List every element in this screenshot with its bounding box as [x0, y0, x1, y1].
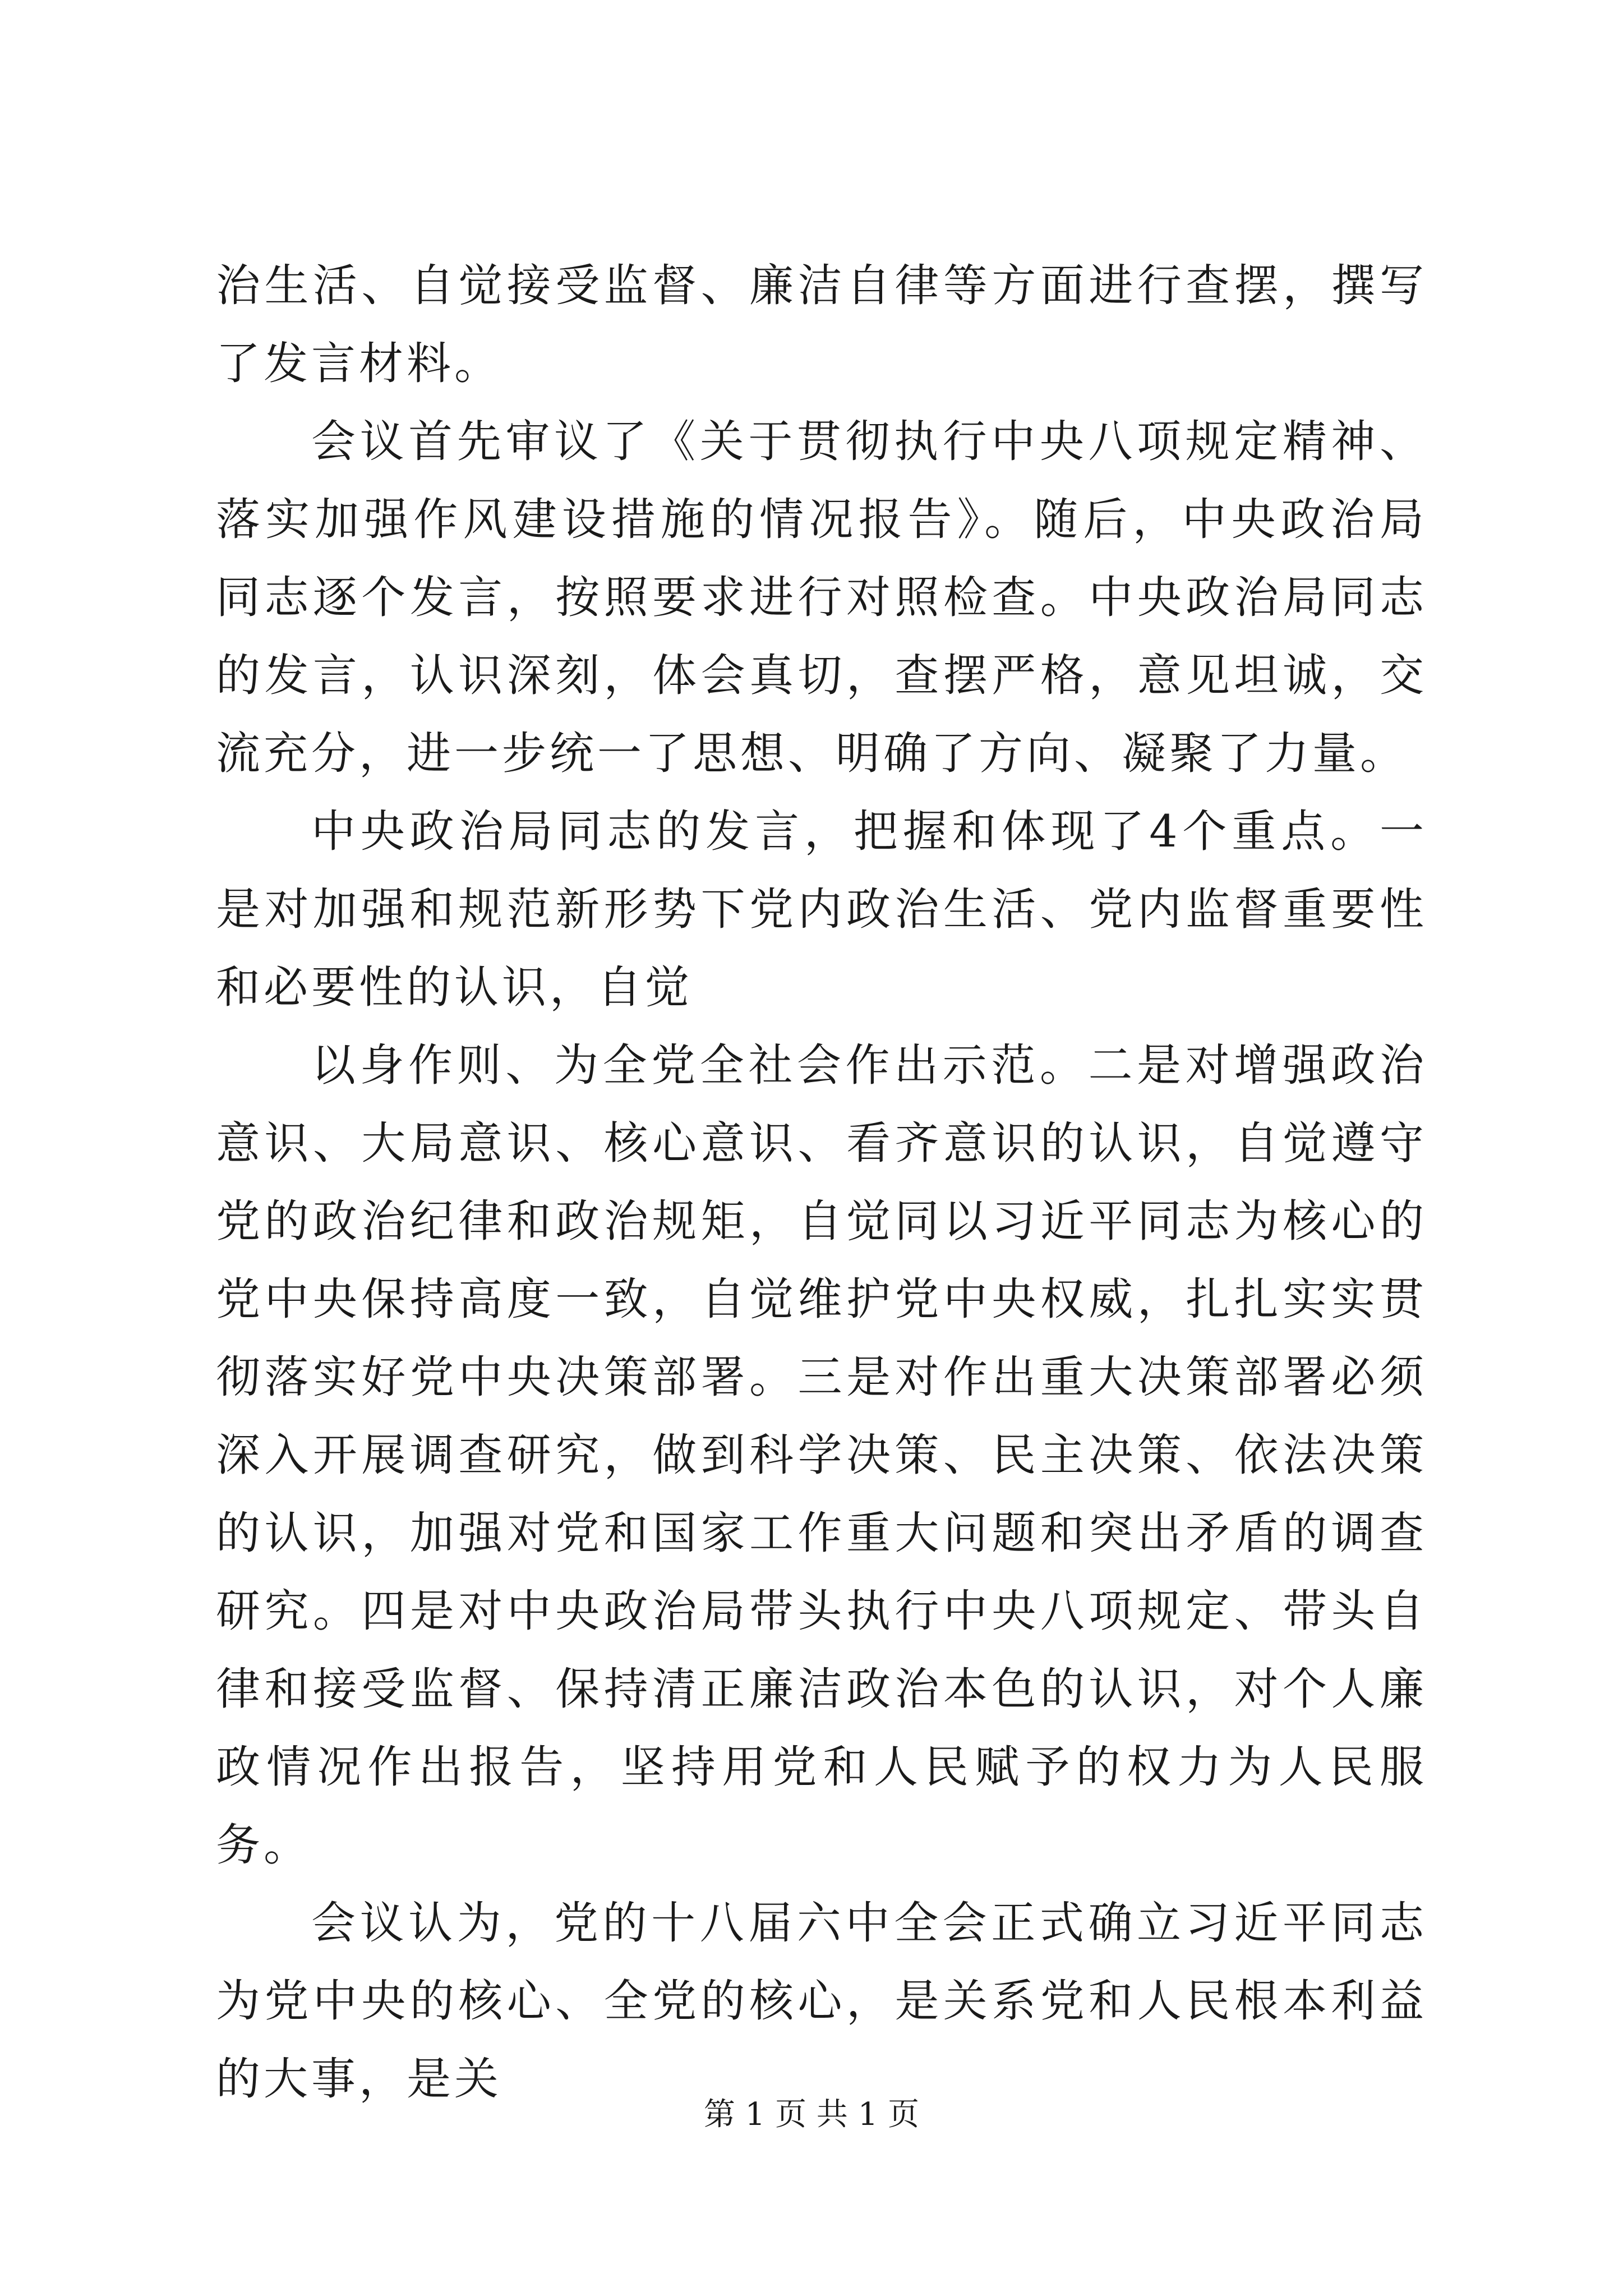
page-footer: 第 1 页 共 1 页: [703, 2096, 920, 2133]
document-body: [216, 247, 1427, 2118]
paragraph-example-setting: 以身作则、为全党全社会作出示范。二是对增强政治意识、大局意识、核心意识、看齐意识的认识，自觉遵守党的政治纪律和政治规矩，自觉同以习近平同志为核心的党中央保持高度一致，自觉维护党中央权威，扎扎实实贯彻落实好党中央决策部署。三是对作出重大决策部署必须深入开展调查研究，做到科学决策、民主决策、依法决策的认识，加强对党和国家工作重大问题和突出矛盾的调查研究。四是对中央政治局带头执行中央八项规定、带头自律和接受监督、保持清正廉洁政治本色的认识，对个人廉政情况作出报告，坚持用党和人民赋予的权力为人民服务。: [216, 1039, 1427, 1871]
paragraph-meeting-review: 会议首先审议了《关于贯彻执行中央八项规定精神、落实加强作风建设措施的情况报告》。随后，中央政治局同志逐个发言，按照要求进行对照检查。中央政治局同志的发言，认识深刻，体会真切，查摆严格，意见坦诚，交流充分，进一步统一了思想、明确了方向、凝聚了力量。: [216, 416, 1427, 779]
paragraph-meeting-conclusion: 会议认为，党的十八届六中全会正式确立习近平同志为党中央的核心、全党的核心，是关系党和人民根本利益的大事，是关: [216, 1897, 1427, 2105]
paragraph-continuation: 治生活、自觉接受监督、廉洁自律等方面进行查摆，撰写了发言材料。: [216, 260, 1427, 389]
paragraph-four-key-points: 中央政治局同志的发言，把握和体现了4个重点。一是对加强和规范新形势下党内政治生活、党内监督重要性和必要性的认识，自觉: [216, 806, 1427, 1013]
